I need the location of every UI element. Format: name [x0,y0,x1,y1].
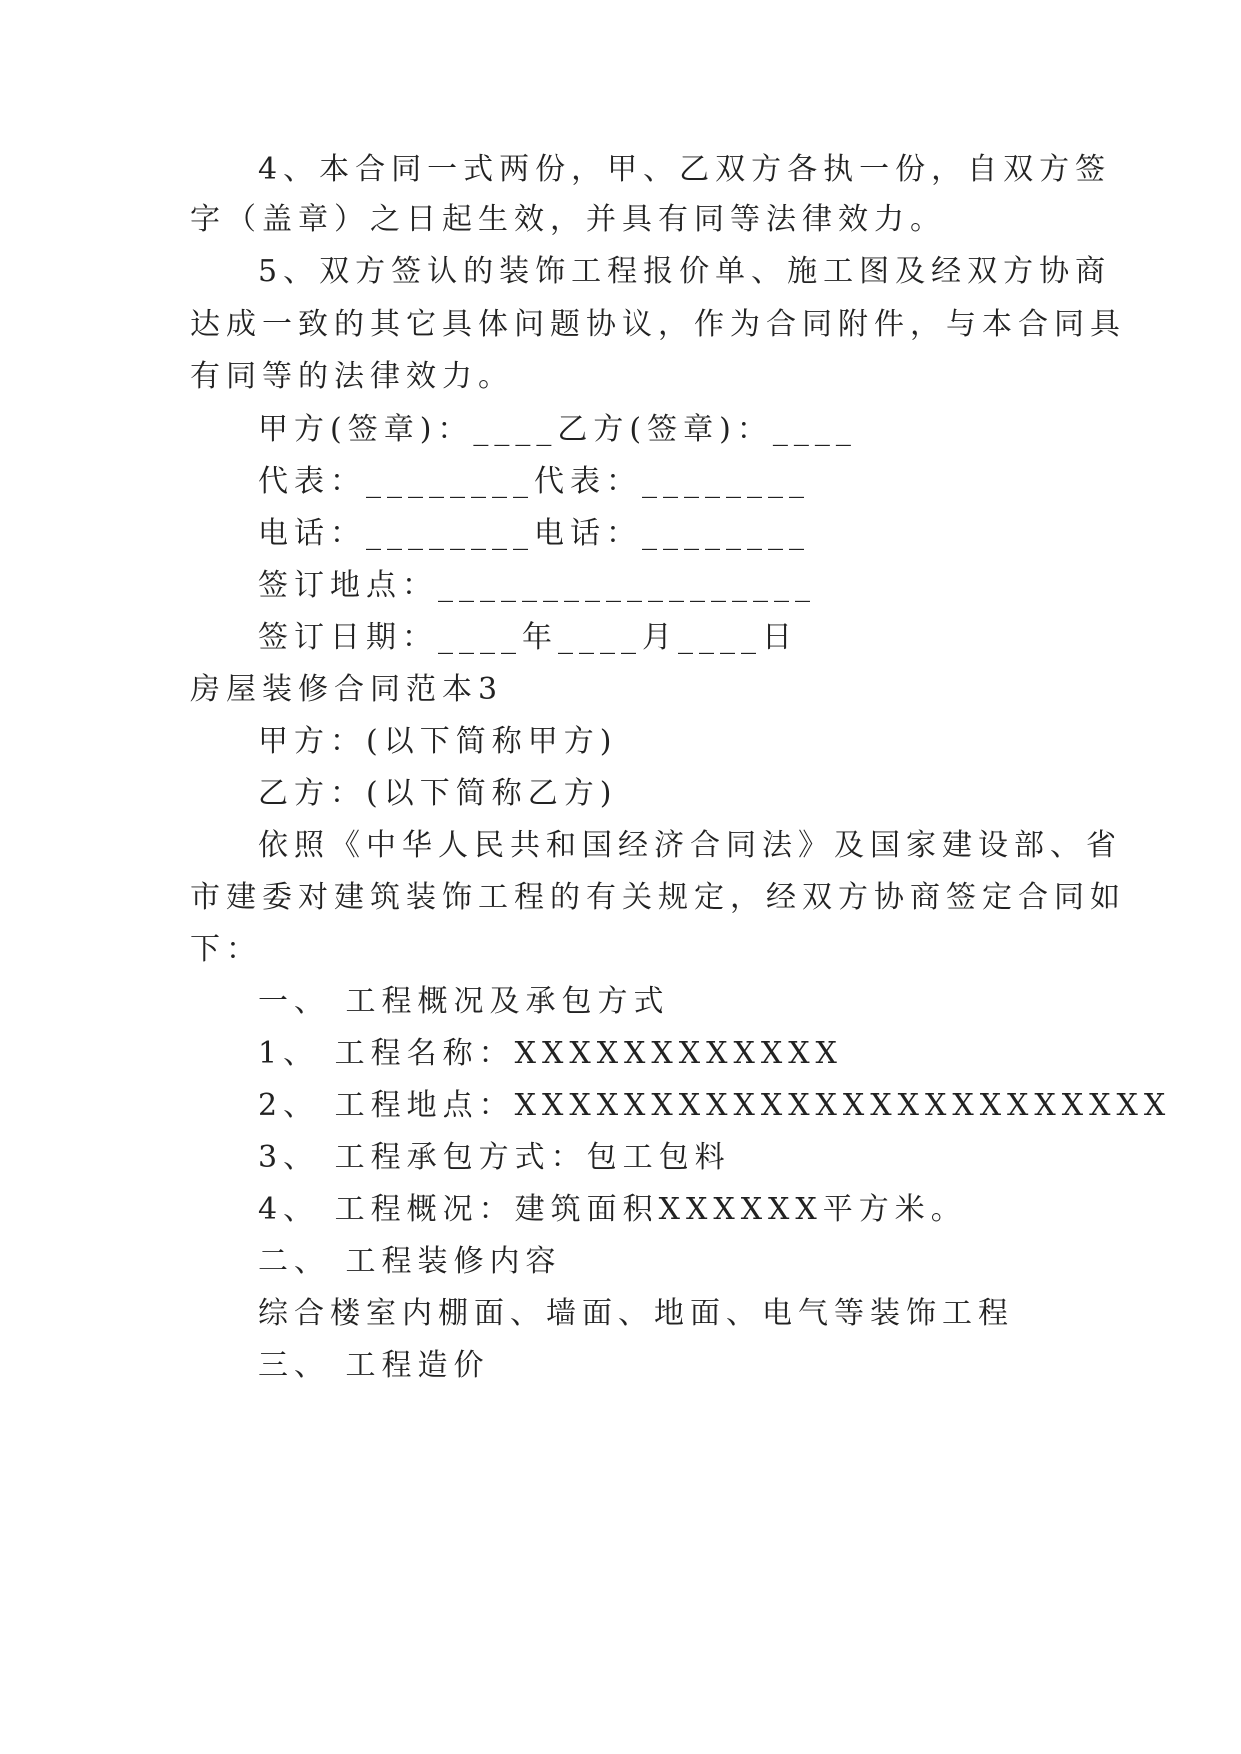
signature-party-line: 甲方(签章)：____乙方(签章)：____ [258,412,857,447]
clause-5-line-3: 有同等的法律效力。 [190,359,514,394]
contract-method-line: 3、 工程承包方式：包工包料 [258,1140,731,1175]
clause-4-line-2: 字（盖章）之日起生效，并具有同等法律效力。 [190,202,946,237]
section-1-heading: 一、 工程概况及承包方式 [258,984,670,1019]
project-overview-line: 4、 工程概况：建筑面积XXXXXX平方米。 [258,1192,967,1227]
section-3-heading: 三、 工程造价 [258,1348,490,1383]
preamble-line-2: 市建委对建筑装饰工程的有关规定，经双方协商签定合同如 [190,880,1126,915]
party-a-line: 甲方：(以下简称甲方) [258,724,618,759]
representative-line: 代表：________代表：________ [258,464,810,499]
preamble-line-3: 下： [190,932,262,967]
contract-title: 房屋装修合同范本3 [190,672,504,707]
section-2-heading: 二、 工程装修内容 [258,1244,562,1279]
clause-4-line-1: 4、本合同一式两份，甲、乙双方各执一份，自双方签 [258,152,1112,187]
project-location-line: 2、 工程地点：XXXXXXXXXXXXXXXXXXXXXXXX [258,1088,1172,1123]
signing-place-line: 签订地点：__________________ [258,568,816,603]
phone-line: 电话：________电话：________ [258,516,810,551]
project-name-line: 1、 工程名称：XXXXXXXXXXXX [258,1036,843,1071]
party-b-line: 乙方：(以下简称乙方) [258,776,618,811]
signing-date-line: 签订日期：____年____月____日 [258,620,798,655]
preamble-line-1: 依照《中华人民共和国经济合同法》及国家建设部、省 [258,828,1122,863]
clause-5-line-2: 达成一致的其它具体问题协议，作为合同附件，与本合同具 [190,307,1126,342]
decoration-content-line: 综合楼室内棚面、墙面、地面、电气等装饰工程 [258,1296,1014,1331]
clause-5-line-1: 5、双方签认的装饰工程报价单、施工图及经双方协商 [258,254,1112,289]
